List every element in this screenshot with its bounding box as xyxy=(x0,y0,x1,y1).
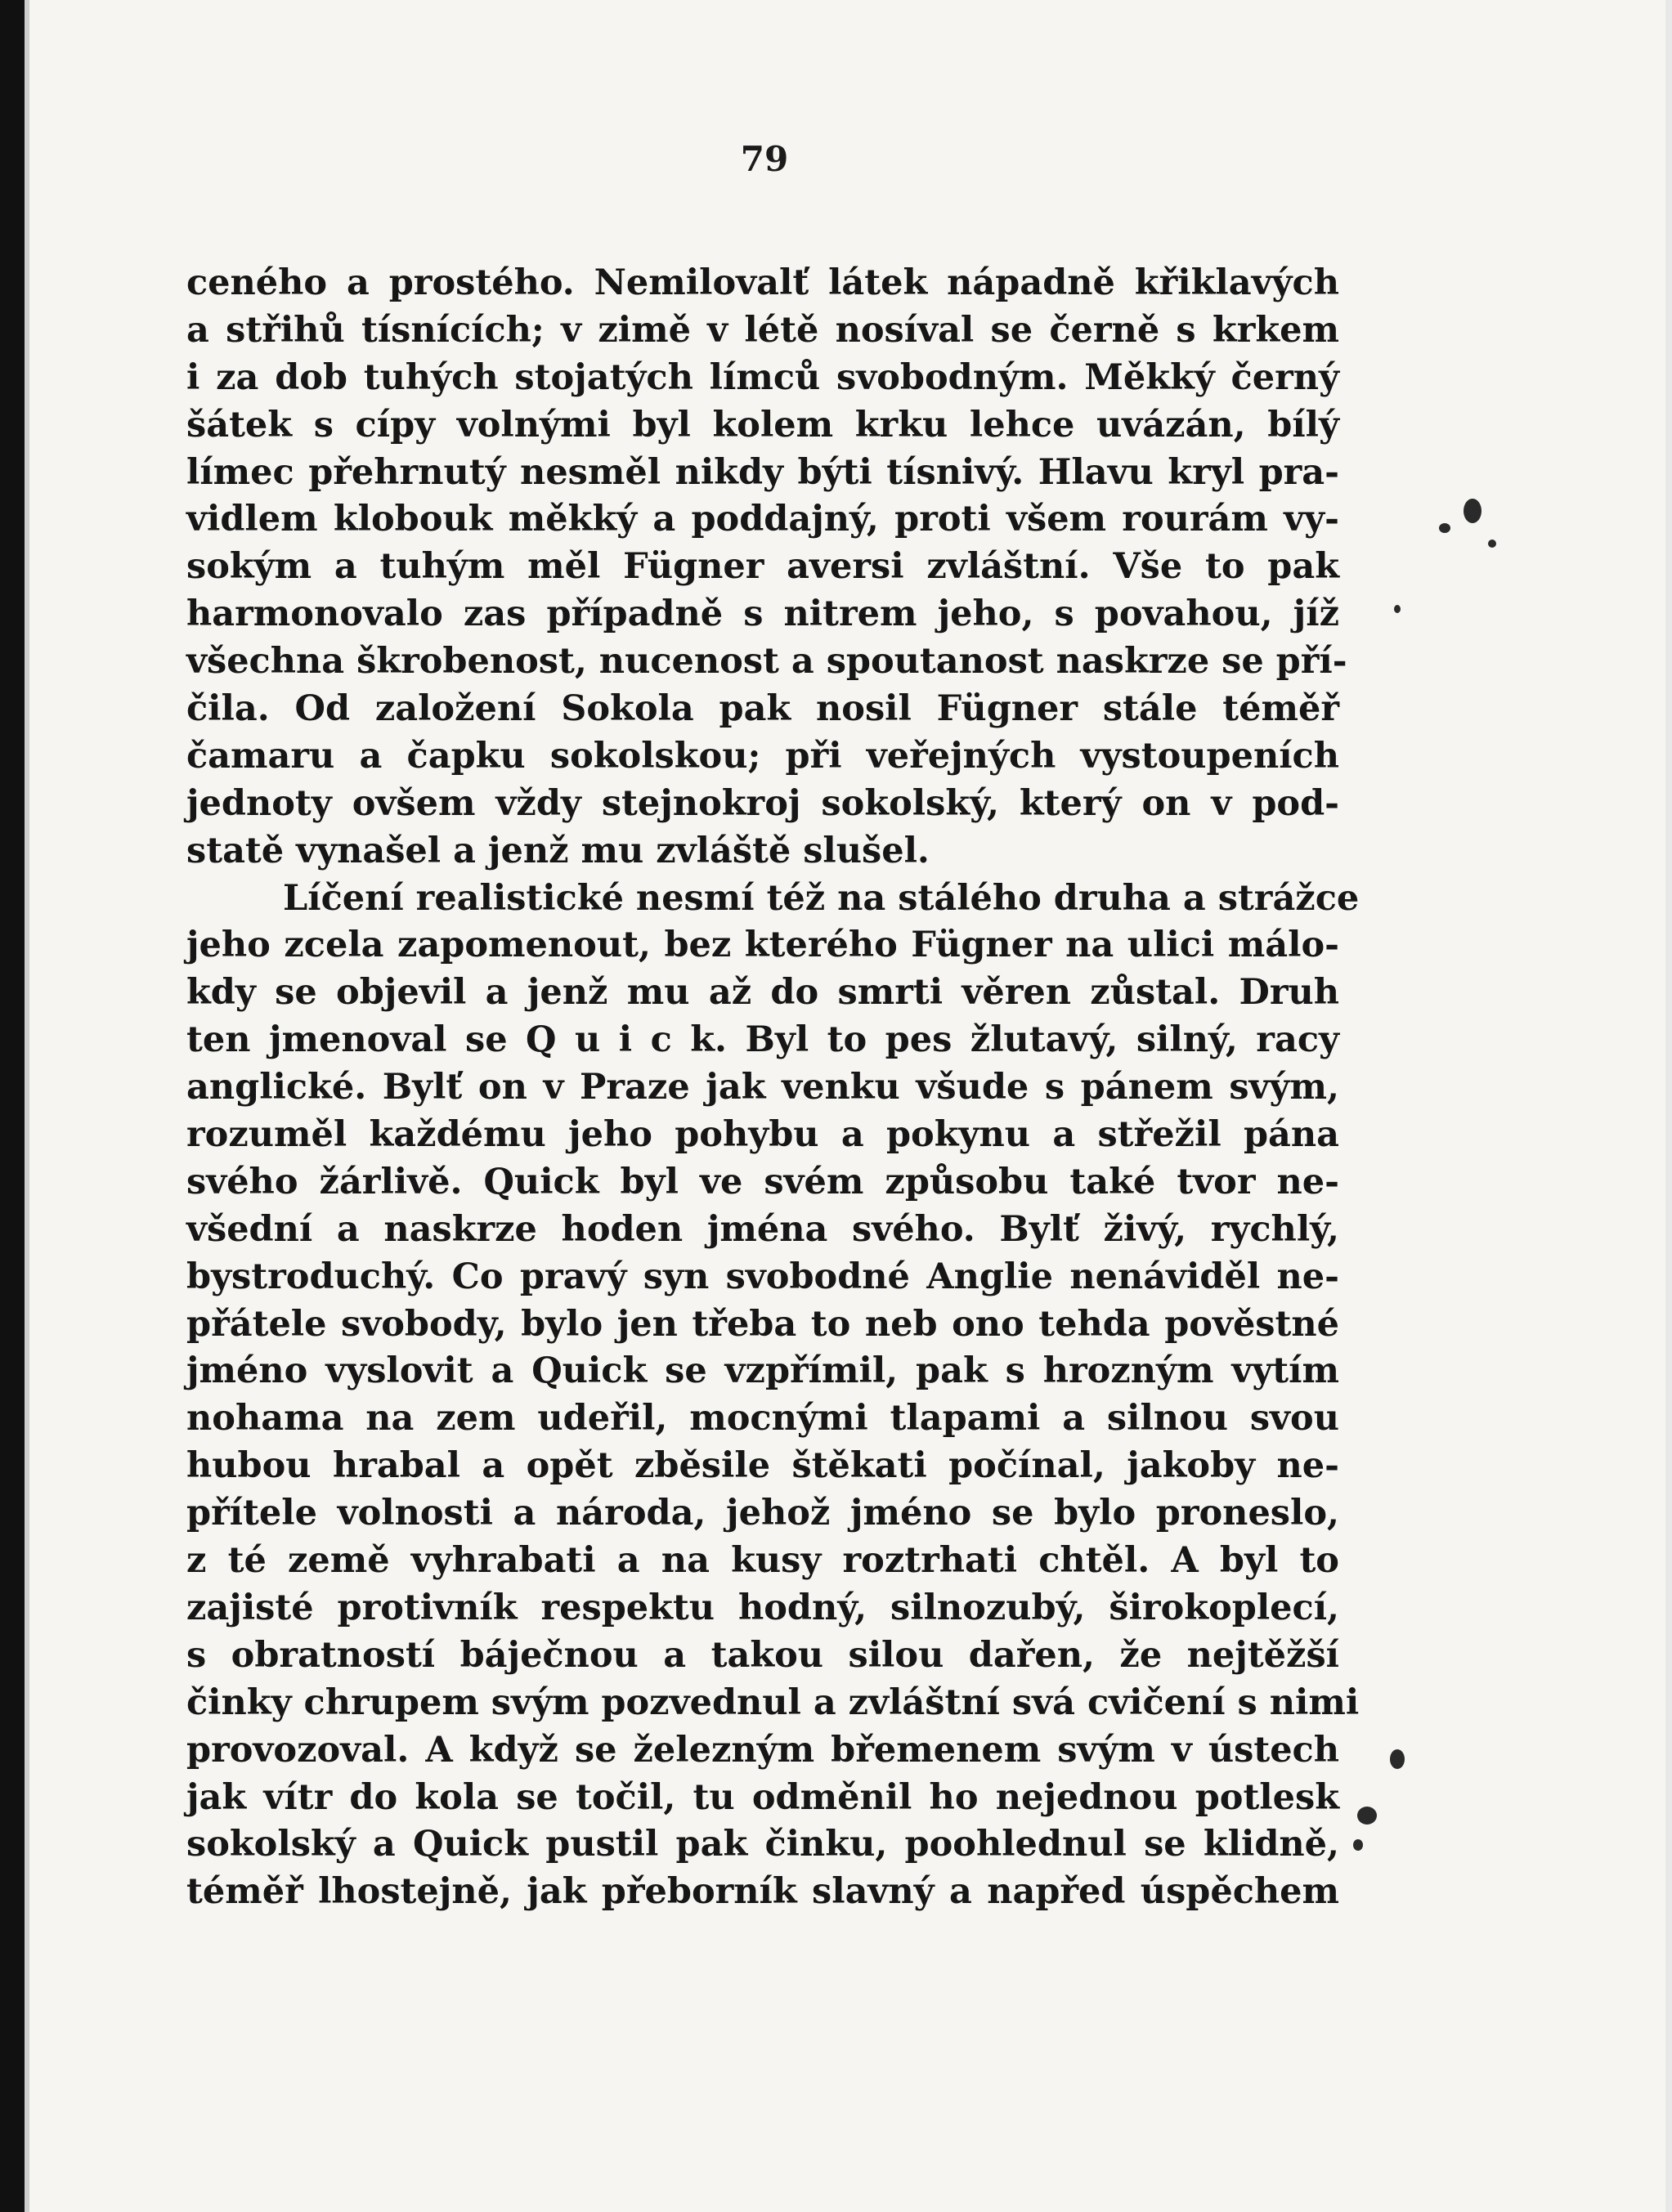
ink-speck xyxy=(1394,605,1401,613)
text-line: hubou hrabal a opět zběsile štěkati počínal, jakoby ne- xyxy=(186,1445,1339,1487)
text-line: nohama na zem udeřil, mocnými tlapami a silnou svou xyxy=(186,1398,1339,1440)
text-line: límec přehrnutý nesměl nikdy býti tísnivý. Hlavu kryl pra- xyxy=(186,451,1339,493)
body-text xyxy=(186,260,1360,1916)
text-line: rozuměl každému jeho pohybu a pokynu a střežil pána xyxy=(186,1114,1339,1156)
ink-speck xyxy=(1390,1749,1405,1769)
text-line: čila. Od založení Sokola pak nosil Fügner stále téměř xyxy=(186,688,1339,730)
text-line: provozoval. A když se železným břemenem svým v ústech xyxy=(186,1729,1339,1771)
ink-speck xyxy=(1357,1807,1377,1825)
text-line: s obratností báječnou a takou silou dařen, že nejtěžší xyxy=(186,1634,1339,1676)
text-line: anglické. Bylť on v Praze jak venku všude s pánem svým, xyxy=(186,1067,1339,1108)
text-line: ten jmenoval se Q u i c k. Byl to pes žlutavý, silný, racy xyxy=(186,1019,1339,1061)
text-line: šátek s cípy volnými byl kolem krku lehce uvázán, bílý xyxy=(186,404,1339,446)
text-line: jak vítr do kola se točil, tu odměnil ho nejednou potlesk xyxy=(186,1776,1339,1818)
ink-speck xyxy=(1353,1839,1363,1851)
ink-speck xyxy=(1439,523,1450,533)
text-line: jednoty ovšem vždy stejnokroj sokolský, který on v pod- xyxy=(186,782,1339,824)
text-line: svého žárlivě. Quick byl ve svém způsobu také tvor ne- xyxy=(186,1161,1339,1202)
text-line: a střihů tísnících; v zimě v létě nosíval se černě s krkem xyxy=(186,309,1339,351)
text-line: statě vynašel a jenž mu zvláště slušel. xyxy=(186,830,930,871)
text-line: i za dob tuhých stojatých límců svobodným. Měkký černý xyxy=(186,356,1339,398)
page-number: 79 xyxy=(740,139,789,179)
scan-left-shadow xyxy=(25,0,29,2212)
text-line: kdy se objevil a jenž mu až do smrti věren zůstal. Druh xyxy=(186,972,1339,1014)
text-line: sokolský a Quick pustil pak činku, poohlednul se klidně, xyxy=(186,1824,1339,1865)
text-line: zajisté protivník respektu hodný, silnozubý, širokoplecí, xyxy=(186,1587,1339,1628)
text-line: Líčení realistické nesmí též na stálého druha a strážce xyxy=(283,877,1360,919)
text-line: přátele svobody, bylo jen třeba to neb ono tehda pověstné xyxy=(186,1303,1339,1345)
text-line: bystroduchý. Co pravý syn svobodné Anglie nenáviděl ne- xyxy=(186,1256,1339,1297)
text-line: ceného a prostého. Nemilovalť látek nápadně křiklavých xyxy=(186,262,1339,303)
scan-left-border xyxy=(0,0,25,2212)
ink-speck xyxy=(1464,499,1481,523)
text-line: téměř lhostejně, jak přeborník slavný a napřed úspěchem xyxy=(186,1871,1339,1913)
text-line: z té země vyhrabati a na kusy roztrhati chtěl. A byl to xyxy=(186,1540,1339,1582)
text-line: jméno vyslovit a Quick se vzpřímil, pak s hrozným vytím xyxy=(186,1350,1339,1392)
text-line: činky chrupem svým pozvednul a zvláštní svá cvičení s nimi xyxy=(186,1681,1360,1723)
ink-speck xyxy=(1488,540,1496,548)
text-line: jeho zcela zapomenout, bez kterého Fügner na ulici málo- xyxy=(186,925,1339,966)
text-line: sokým a tuhým měl Fügner aversi zvláštní. Vše to pak xyxy=(186,546,1339,588)
text-line: všední a naskrze hoden jména svého. Bylť živý, rychlý, xyxy=(186,1208,1339,1250)
scan-right-border xyxy=(1665,0,1672,2212)
text-line: přítele volnosti a národa, jehož jméno se bylo proneslo, xyxy=(186,1493,1339,1534)
text-line: čamaru a čapku sokolskou; při veřejných vystoupeních xyxy=(186,735,1339,777)
text-line: vidlem klobouk měkký a poddajný, proti všem rourám vy- xyxy=(186,499,1339,540)
text-line: harmonovalo zas případně s nitrem jeho, s povahou, jíž xyxy=(186,593,1339,635)
text-line: všechna škrobenost, nucenost a spoutanost naskrze se pří- xyxy=(186,641,1347,683)
